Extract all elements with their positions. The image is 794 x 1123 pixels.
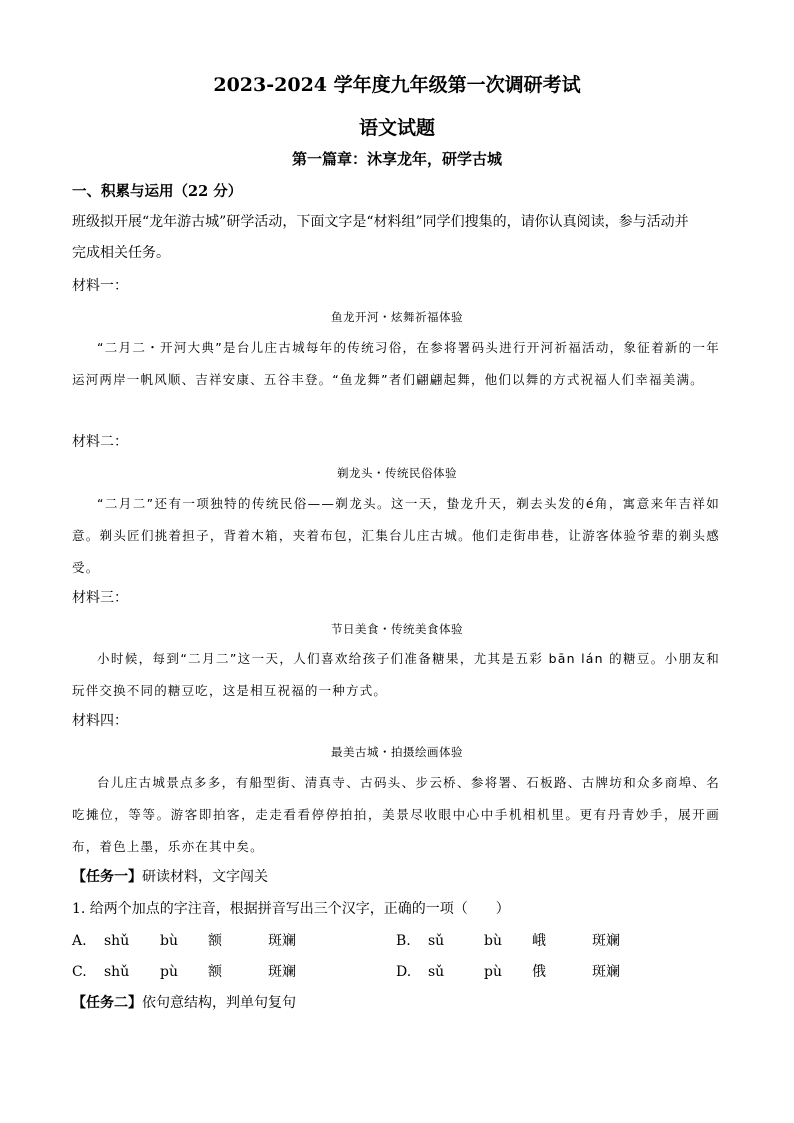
task-text: 依句意结构，判单句复句: [142, 995, 296, 1011]
option-pinyin-2: pù: [160, 964, 178, 980]
option-letter: C.: [72, 964, 87, 980]
chapter-title: 第一篇章：沐享龙年，研学古城: [291, 150, 502, 168]
material-title: 鱼龙开河・炫舞祈福体验: [331, 310, 463, 324]
option-letter: D.: [396, 964, 412, 980]
task-1-header: [72, 868, 268, 886]
option-char: 额: [208, 964, 222, 980]
material-text: [72, 643, 720, 707]
option-char: 额: [208, 933, 222, 949]
option-pinyin-2: bù: [484, 933, 502, 949]
question-1: 1. 给两个加点的字注音，根据拼音写出三个汉字，正确的一项（ ）: [72, 901, 510, 917]
option-pinyin-1: shǔ: [104, 933, 130, 949]
option-char: 俄: [532, 964, 546, 980]
option-letter: A.: [72, 933, 87, 949]
material-label: 材料四：: [72, 713, 128, 729]
option-pinyin-1: shǔ: [104, 964, 130, 980]
option-pinyin-1: sǔ: [428, 933, 445, 949]
material-label: 材料一：: [72, 278, 128, 294]
material-paragraph: 台儿庄古城景点多多，有船型街、清真寺、古码头、步云桥、参将署、石板路、古牌坊和众多商埠、名吃摊位，等等。游客即拍客，走走看看停停拍拍，美景尽收眼中心中手机相机里。更有丹青妙手，展开画布，着色上墨，乐亦在其中矣。: [72, 775, 720, 854]
material-label: 材料三：: [72, 590, 128, 606]
task-tag: 【任务二】: [72, 995, 142, 1011]
intro-line-2: 完成相关任务。: [72, 245, 170, 261]
material-title: 节日美食・传统美食体验: [331, 622, 463, 636]
option-a[interactable]: [72, 932, 328, 950]
material-paragraph: 小时候，每到“二月二”这一天，人们喜欢给孩子们准备糖果，尤其是五彩 bān lán 的糖豆。小朋友和玩伴交换不同的糖豆吃，这是相互祝福的一种方式。: [72, 651, 720, 698]
option-pinyin-1: sǔ: [428, 964, 445, 980]
option-c[interactable]: [72, 963, 328, 981]
option-d[interactable]: [396, 963, 652, 981]
option-b[interactable]: [396, 932, 652, 950]
material-title: 剃龙头・传统民俗体验: [337, 466, 457, 480]
option-word: 斑斓: [592, 964, 620, 980]
task-text: 研读材料，文字闯关: [142, 869, 268, 885]
material-text: [72, 488, 720, 584]
material-label: 材料二：: [72, 434, 128, 450]
option-word: 斑斓: [592, 933, 620, 949]
material-title: 最美古城・拍摄绘画体验: [331, 745, 463, 759]
option-char: 峨: [532, 933, 546, 949]
intro-line-1: 班级拟开展“龙年游古城”研学活动，下面文字是“材料组”同学们搜集的，请你认真阅读，参与活动并: [72, 214, 689, 230]
section-heading: 一、积累与运用（22 分）: [72, 183, 243, 200]
material-text: [72, 332, 720, 396]
option-letter: B.: [396, 933, 411, 949]
material-paragraph: “二月二”还有一项独特的传统民俗——剃龙头。这一天，蛰龙升天，剃去头发的é角，寓意来年吉祥如意。剃头匠们挑着担子，背着木箱，夹着布包，汇集台儿庄古城。他们走街串巷，让游客体验爷辈的剃头感受。: [72, 496, 720, 575]
subject-title: 语文试题: [358, 117, 435, 139]
task-2-header: [72, 994, 296, 1012]
exam-title: 2023-2024 学年度九年级第一次调研考试: [213, 74, 581, 96]
option-word: 斑斓: [268, 933, 296, 949]
option-word: 斑斓: [268, 964, 296, 980]
task-tag: 【任务一】: [72, 869, 142, 885]
option-pinyin-2: bù: [160, 933, 178, 949]
option-pinyin-2: pù: [484, 964, 502, 980]
material-text: [72, 767, 720, 863]
material-paragraph: “二月二・开河大典”是台儿庄古城每年的传统习俗，在参将署码头进行开河祈福活动，象征着新的一年运河两岸一帆风顺、吉祥安康、五谷丰登。“鱼龙舞”者们翩翩起舞，他们以舞的方式祝福人们幸福美满。: [72, 340, 720, 387]
